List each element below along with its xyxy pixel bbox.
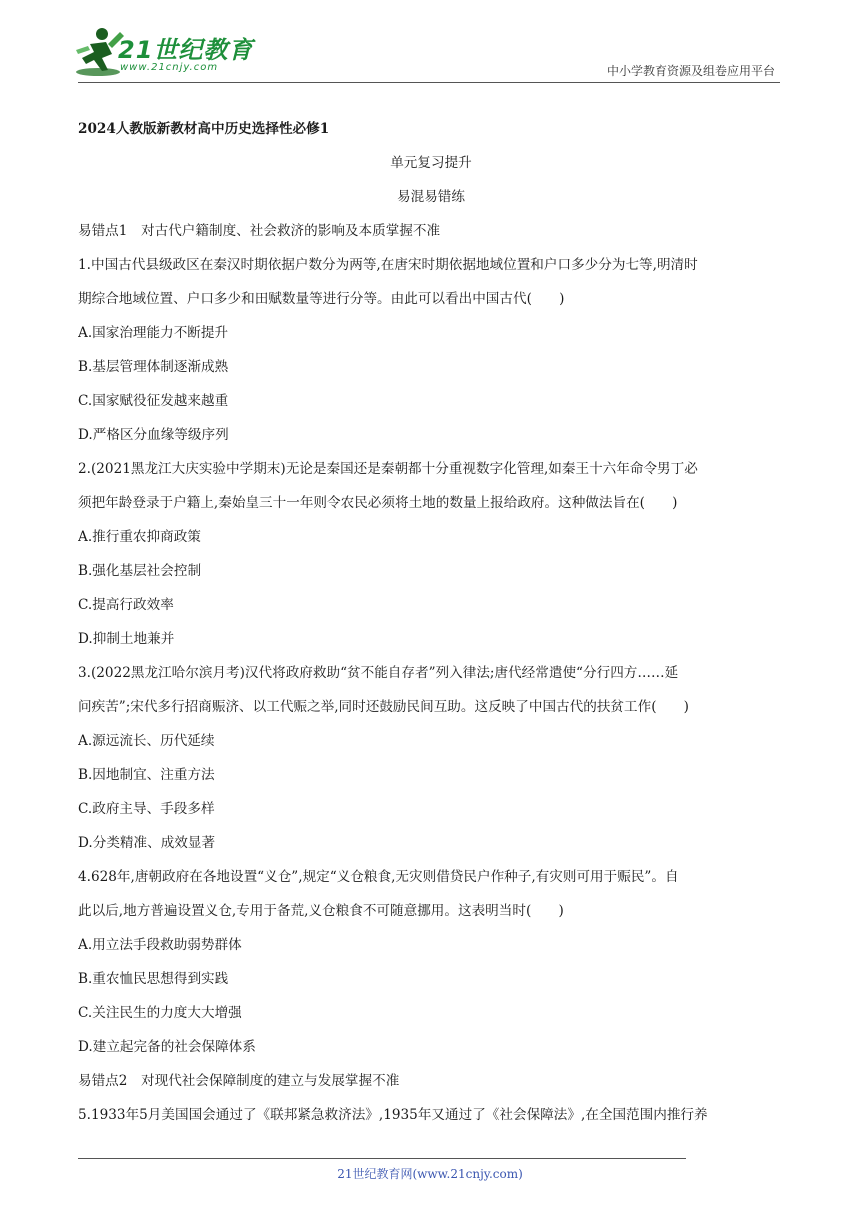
question-4-option-a: A.用立法手段救助弱势群体: [78, 937, 242, 953]
question-4-option-b: B.重农恤民思想得到实践: [78, 971, 229, 987]
question-3-option-a: A.源远流长、历代延续: [78, 733, 215, 749]
page-header: [0, 0, 860, 90]
question-3-option-d: D.分类精准、成效显著: [78, 835, 216, 851]
question-3-stem-line-1: 3.(2022黑龙江哈尔滨月考)汉代将政府救助“贫不能自存者”列入律法;唐代经常遣使“分行四方……延: [78, 665, 679, 681]
subsection-title: 易混易错练: [397, 189, 465, 205]
question-2-option-c: C.提高行政效率: [78, 597, 174, 613]
question-1-option-b: B.基层管理体制逐渐成熟: [78, 359, 229, 375]
question-2-option-b: B.强化基层社会控制: [78, 563, 202, 579]
footer-site-link[interactable]: 21世纪教育网(www.21cnjy.com): [337, 1167, 523, 1181]
error-point-1: 易错点1 对古代户籍制度、社会救济的影响及本质掌握不准: [78, 223, 441, 239]
question-2-stem-line-1: 2.(2021黑龙江大庆实验中学期末)无论是秦国还是秦朝都十分重视数字化管理,如秦王十六年命令男丁必: [78, 461, 698, 477]
question-1-stem-line-1: 1.中国古代县级政区在秦汉时期依据户数分为两等,在唐宋时期依据地域位置和户口多少分为七等,明清时: [78, 257, 698, 273]
question-3-option-c: C.政府主导、手段多样: [78, 801, 215, 817]
section-title: 单元复习提升: [390, 155, 472, 171]
question-2-option-d: D.抑制土地兼并: [78, 631, 175, 647]
question-1-option-a: A.国家治理能力不断提升: [78, 325, 229, 341]
logo-subtext: www.21cnjy.com: [120, 62, 219, 73]
question-1-option-d: D.严格区分血缘等级序列: [78, 427, 229, 443]
logo-text: 21世纪教育: [118, 36, 254, 64]
question-3-option-b: B.因地制宜、注重方法: [78, 767, 215, 783]
error-point-2: 易错点2 对现代社会保障制度的建立与发展掌握不准: [78, 1073, 400, 1089]
document-title: 2024人教版新教材高中历史选择性必修1: [78, 121, 330, 137]
question-1-stem-line-2: 期综合地域位置、户口多少和田赋数量等进行分等。由此可以看出中国古代( ): [78, 291, 565, 307]
question-2-stem-line-2: 须把年龄登录于户籍上,秦始皇三十一年则令农民必须将土地的数量上报给政府。这种做法旨在( ): [78, 495, 678, 511]
document-body: [78, 112, 784, 1132]
footer-divider: [78, 1158, 686, 1159]
question-4-stem-line-1: 4.628年,唐朝政府在各地设置“义仓”,规定“义仓粮食,无灾则借贷民户作种子,有灾则可用于赈民”。自: [78, 869, 679, 885]
question-5-stem-line-1: 5.1933年5月美国国会通过了《联邦紧急救济法》,1935年又通过了《社会保障法》,在全国范围内推行养: [78, 1107, 708, 1123]
header-divider: [78, 82, 780, 83]
question-4-stem-line-2: 此以后,地方普遍设置义仓,专用于备荒,义仓粮食不可随意挪用。这表明当时( ): [78, 903, 564, 919]
question-3-stem-line-2: 问疾苦”;宋代多行招商赈济、以工代赈之举,同时还鼓励民间互助。这反映了中国古代的扶贫工作( ): [78, 699, 689, 715]
question-1-option-c: C.国家赋役征发越来越重: [78, 393, 229, 409]
question-4-option-d: D.建立起完备的社会保障体系: [78, 1039, 256, 1055]
platform-name: 中小学教育资源及组卷应用平台: [606, 64, 775, 78]
question-2-option-a: A.推行重农抑商政策: [78, 529, 201, 545]
question-4-option-c: C.关注民生的力度大大增强: [78, 1005, 242, 1021]
